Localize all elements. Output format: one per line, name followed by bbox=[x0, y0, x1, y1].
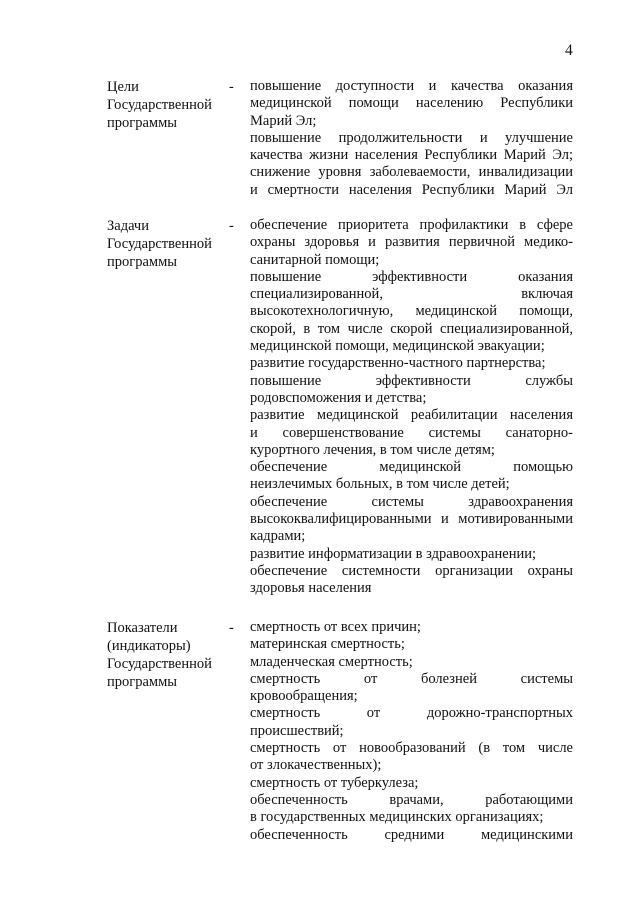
label-line: программы bbox=[107, 674, 177, 690]
text-line: смертность от болезней системы bbox=[250, 670, 573, 687]
label-line: Задачи bbox=[107, 218, 149, 234]
text-line: обеспечение системности организации охраны bbox=[250, 562, 573, 579]
text-line: медицинской помощи населению Республики bbox=[250, 95, 573, 112]
text-line: родовспоможения и детства; bbox=[250, 389, 427, 406]
section-label bbox=[107, 78, 229, 132]
text-line: смертность от туберкулеза; bbox=[250, 774, 419, 791]
text-line: кровообращения; bbox=[250, 688, 358, 705]
section-label bbox=[107, 217, 229, 271]
label-line: (индикаторы) bbox=[107, 638, 191, 654]
text-line: обеспеченность врачами, работающими bbox=[250, 791, 573, 808]
text-line: и совершенствование системы санаторно- bbox=[250, 424, 573, 441]
text-line: и смертности населения Республики Марий Эл bbox=[250, 181, 573, 198]
text-line: повышение доступности и качества оказания bbox=[250, 78, 573, 94]
section-content bbox=[250, 217, 573, 598]
text-line: обеспечение приоритета профилактики в сфере bbox=[250, 217, 573, 233]
text-line: материнская смертность; bbox=[250, 636, 405, 653]
text-line: младенческая смертность; bbox=[250, 653, 413, 670]
page-number: 4 bbox=[565, 42, 573, 59]
text-line: обеспечение системы здравоохранения bbox=[250, 493, 573, 510]
text-line: развитие государственно-частного партнерства; bbox=[250, 355, 546, 372]
text-line: обеспечение медицинской помощью bbox=[250, 459, 573, 476]
label-line: программы bbox=[107, 254, 177, 270]
text-line: развитие медицинской реабилитации населения bbox=[250, 407, 573, 424]
text-line: неизлечимых больных, в том числе детей; bbox=[250, 476, 510, 493]
text-line: курортного лечения, в том числе детям; bbox=[250, 441, 495, 458]
text-line: медицинской помощи, медицинской эвакуации; bbox=[250, 338, 545, 355]
label-line: программы bbox=[107, 115, 177, 131]
label-line: Государственной bbox=[107, 97, 212, 113]
text-line: обеспеченность средними медицинскими bbox=[250, 826, 573, 843]
text-line: качества жизни населения Республики Марий Эл; bbox=[250, 147, 573, 164]
text-line: здоровья населения bbox=[250, 580, 372, 597]
section-content bbox=[250, 619, 573, 844]
text-line: происшествий; bbox=[250, 722, 344, 739]
text-line: повышение продолжительности и улучшение bbox=[250, 129, 573, 146]
text-line: Марий Эл; bbox=[250, 112, 317, 129]
text-line: смертность от всех причин; bbox=[250, 619, 421, 635]
text-line: специализированной, включая bbox=[250, 286, 573, 303]
section-dash: - bbox=[229, 79, 234, 95]
section-label bbox=[107, 619, 229, 691]
section-content bbox=[250, 78, 573, 199]
text-line: в государственных медицинских организациях; bbox=[250, 809, 544, 826]
text-line: от злокачественных); bbox=[250, 757, 382, 774]
text-line: снижение уровня заболеваемости, инвалидизации bbox=[250, 164, 573, 181]
text-line: кадрами; bbox=[250, 528, 306, 545]
text-line: развитие информатизации в здравоохранении; bbox=[250, 545, 536, 562]
label-line: Государственной bbox=[107, 236, 212, 252]
text-line: высокотехнологичную, медицинской помощи, bbox=[250, 303, 573, 320]
section-dash: - bbox=[229, 620, 234, 636]
text-line: смертность от дорожно-транспортных bbox=[250, 705, 573, 722]
text-line: санитарной помощи; bbox=[250, 251, 380, 268]
text-line: охраны здоровья и развития первичной медико- bbox=[250, 234, 573, 251]
text-line: высококвалифицированными и мотивированными bbox=[250, 511, 573, 528]
text-line: повышение эффективности оказания bbox=[250, 268, 573, 285]
text-line: повышение эффективности службы bbox=[250, 372, 573, 389]
label-line: Показатели bbox=[107, 620, 178, 636]
text-line: скорой, в том числе скорой специализированной, bbox=[250, 320, 573, 337]
label-line: Цели bbox=[107, 79, 139, 95]
text-line: смертность от новообразований (в том числе bbox=[250, 740, 573, 757]
section-dash: - bbox=[229, 218, 234, 234]
label-line: Государственной bbox=[107, 656, 212, 672]
